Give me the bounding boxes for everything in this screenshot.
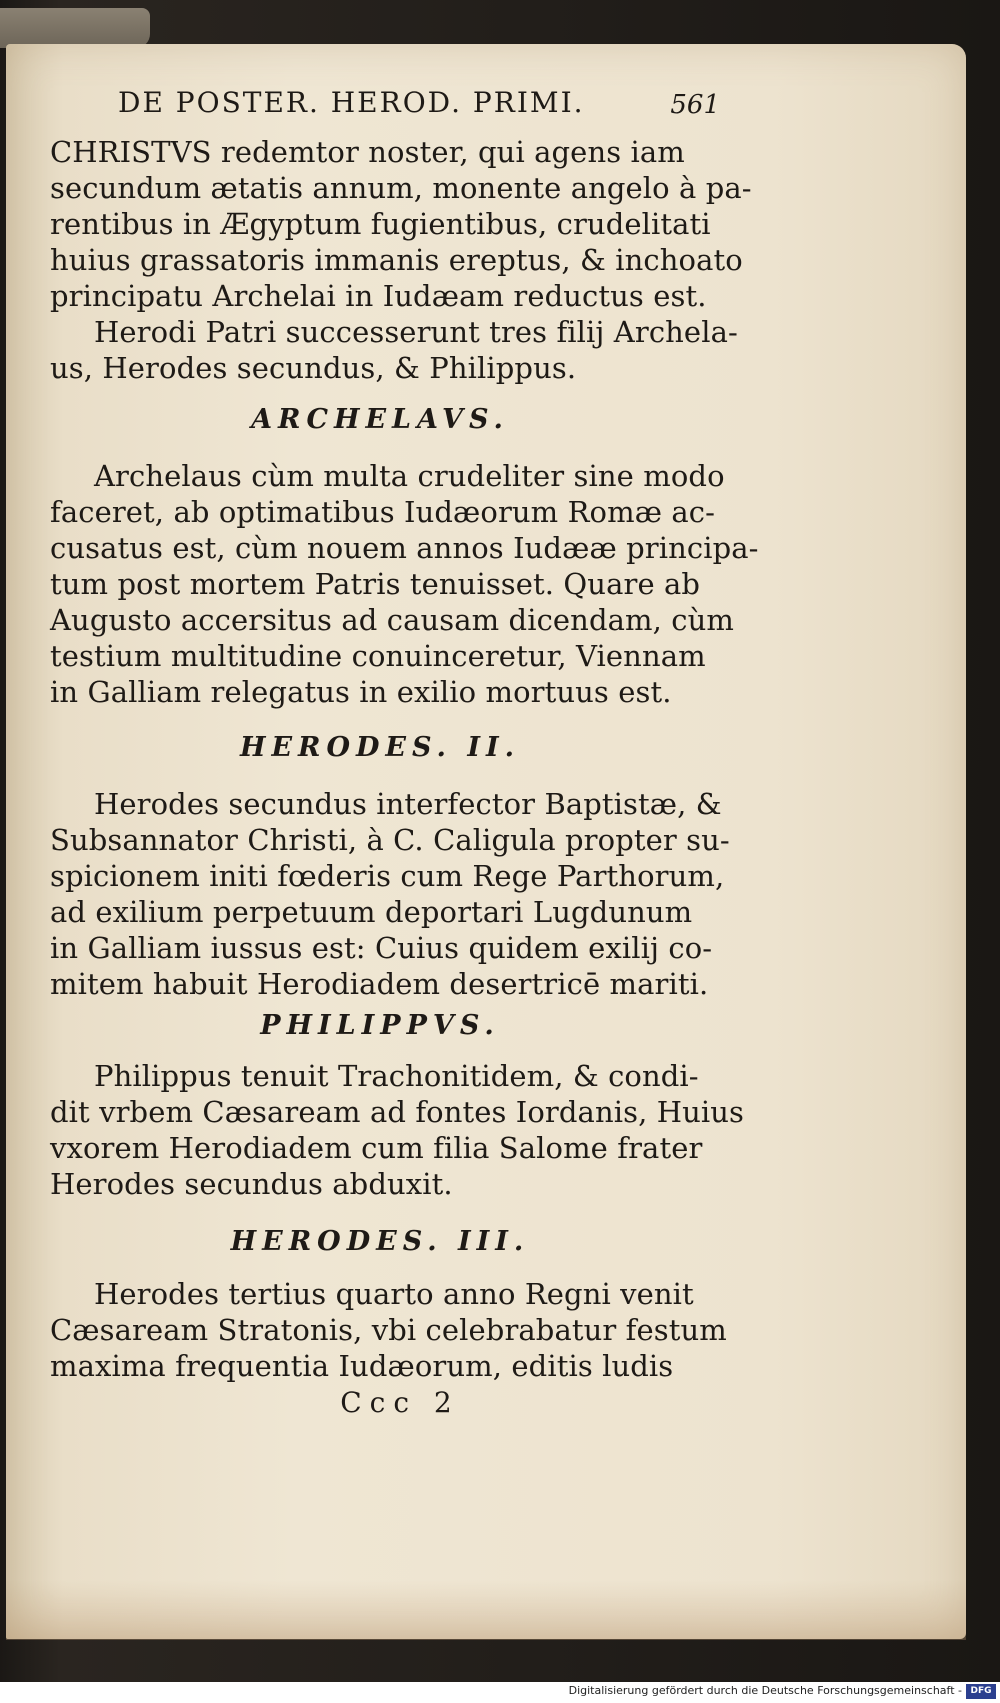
text-line: CHRISTVS redemtor noster, qui agens iam xyxy=(50,135,685,169)
text-line: Herodi Patri successerunt tres filij Archela- xyxy=(94,315,738,349)
text-line: in Galliam relegatus in exilio mortuus est. xyxy=(50,675,672,709)
section-heading-archelaus: ARCHELAVS. xyxy=(251,404,509,435)
text-line: faceret, ab optimatibus Iudæorum Romæ ac- xyxy=(50,495,715,529)
text-line: tum post mortem Patris tenuisset. Quare ab xyxy=(50,567,701,601)
page-stain xyxy=(6,1580,966,1640)
text-line: Herodes secundus interfector Baptistæ, & xyxy=(94,787,722,821)
section-heading-herodes-3: HERODES. III. xyxy=(230,1226,530,1257)
text-line: spicionem initi fœderis cum Rege Parthorum, xyxy=(50,859,725,893)
text-line: Cæsaream Stratonis, vbi celebrabatur festum xyxy=(50,1313,727,1347)
dfg-logo: DFG xyxy=(966,1684,996,1699)
text-line: Herodes secundus abduxit. xyxy=(50,1167,453,1201)
section-heading-philippus: PHILIPPVS. xyxy=(260,1010,500,1041)
text-line: Subsannator Christi, à C. Caligula propter su- xyxy=(50,823,730,857)
text-line: us, Herodes secundus, & Philippus. xyxy=(50,351,577,385)
text-line: vxorem Herodiadem cum filia Salome frater xyxy=(50,1131,703,1165)
text-line: mitem habuit Herodiadem desertricē mariti. xyxy=(50,967,709,1001)
previous-leaf-edge xyxy=(0,8,150,48)
text-line: ad exilium perpetuum deportari Lugdunum xyxy=(50,895,693,929)
text-line: Augusto accersitus ad causam dicendam, cùm xyxy=(50,603,734,637)
section-heading-herodes-2: HERODES. II. xyxy=(239,732,521,763)
text-line: rentibus in Ægyptum fugientibus, crudelitati xyxy=(50,207,711,241)
text-line: huius grassatoris immanis ereptus, & inchoato xyxy=(50,243,743,277)
text-line: principatu Archelai in Iudæam reductus est. xyxy=(50,279,707,313)
text-line: Archelaus cùm multa crudeliter sine modo xyxy=(94,459,725,493)
text-line: secundum ætatis annum, monente angelo à pa- xyxy=(50,171,752,205)
text-line: Herodes tertius quarto anno Regni venit xyxy=(94,1277,694,1311)
running-head: DE POSTER. HEROD. PRIMI. xyxy=(118,86,585,119)
text-line: dit vrbem Cæsaream ad fontes Iordanis, Huius xyxy=(50,1095,745,1129)
text-line: maxima frequentia Iudæorum, editis ludis xyxy=(50,1349,674,1383)
text-block xyxy=(50,86,759,1419)
folio-number: 561 xyxy=(670,90,720,120)
text-line: Philippus tenuit Trachonitidem, & condi- xyxy=(94,1059,699,1093)
text-line: in Galliam iussus est: Cuius quidem exilij co- xyxy=(50,931,713,965)
signature-mark: Ccc 2 xyxy=(340,1386,460,1419)
text-line: testium multitudine conuinceretur, Viennam xyxy=(50,639,706,673)
footer-credit: Digitalisierung gefördert durch die Deutsche Forschungsgemeinschaft - xyxy=(568,1684,962,1697)
text-line: cusatus est, cùm nouem annos Iudææ principa- xyxy=(50,531,759,565)
